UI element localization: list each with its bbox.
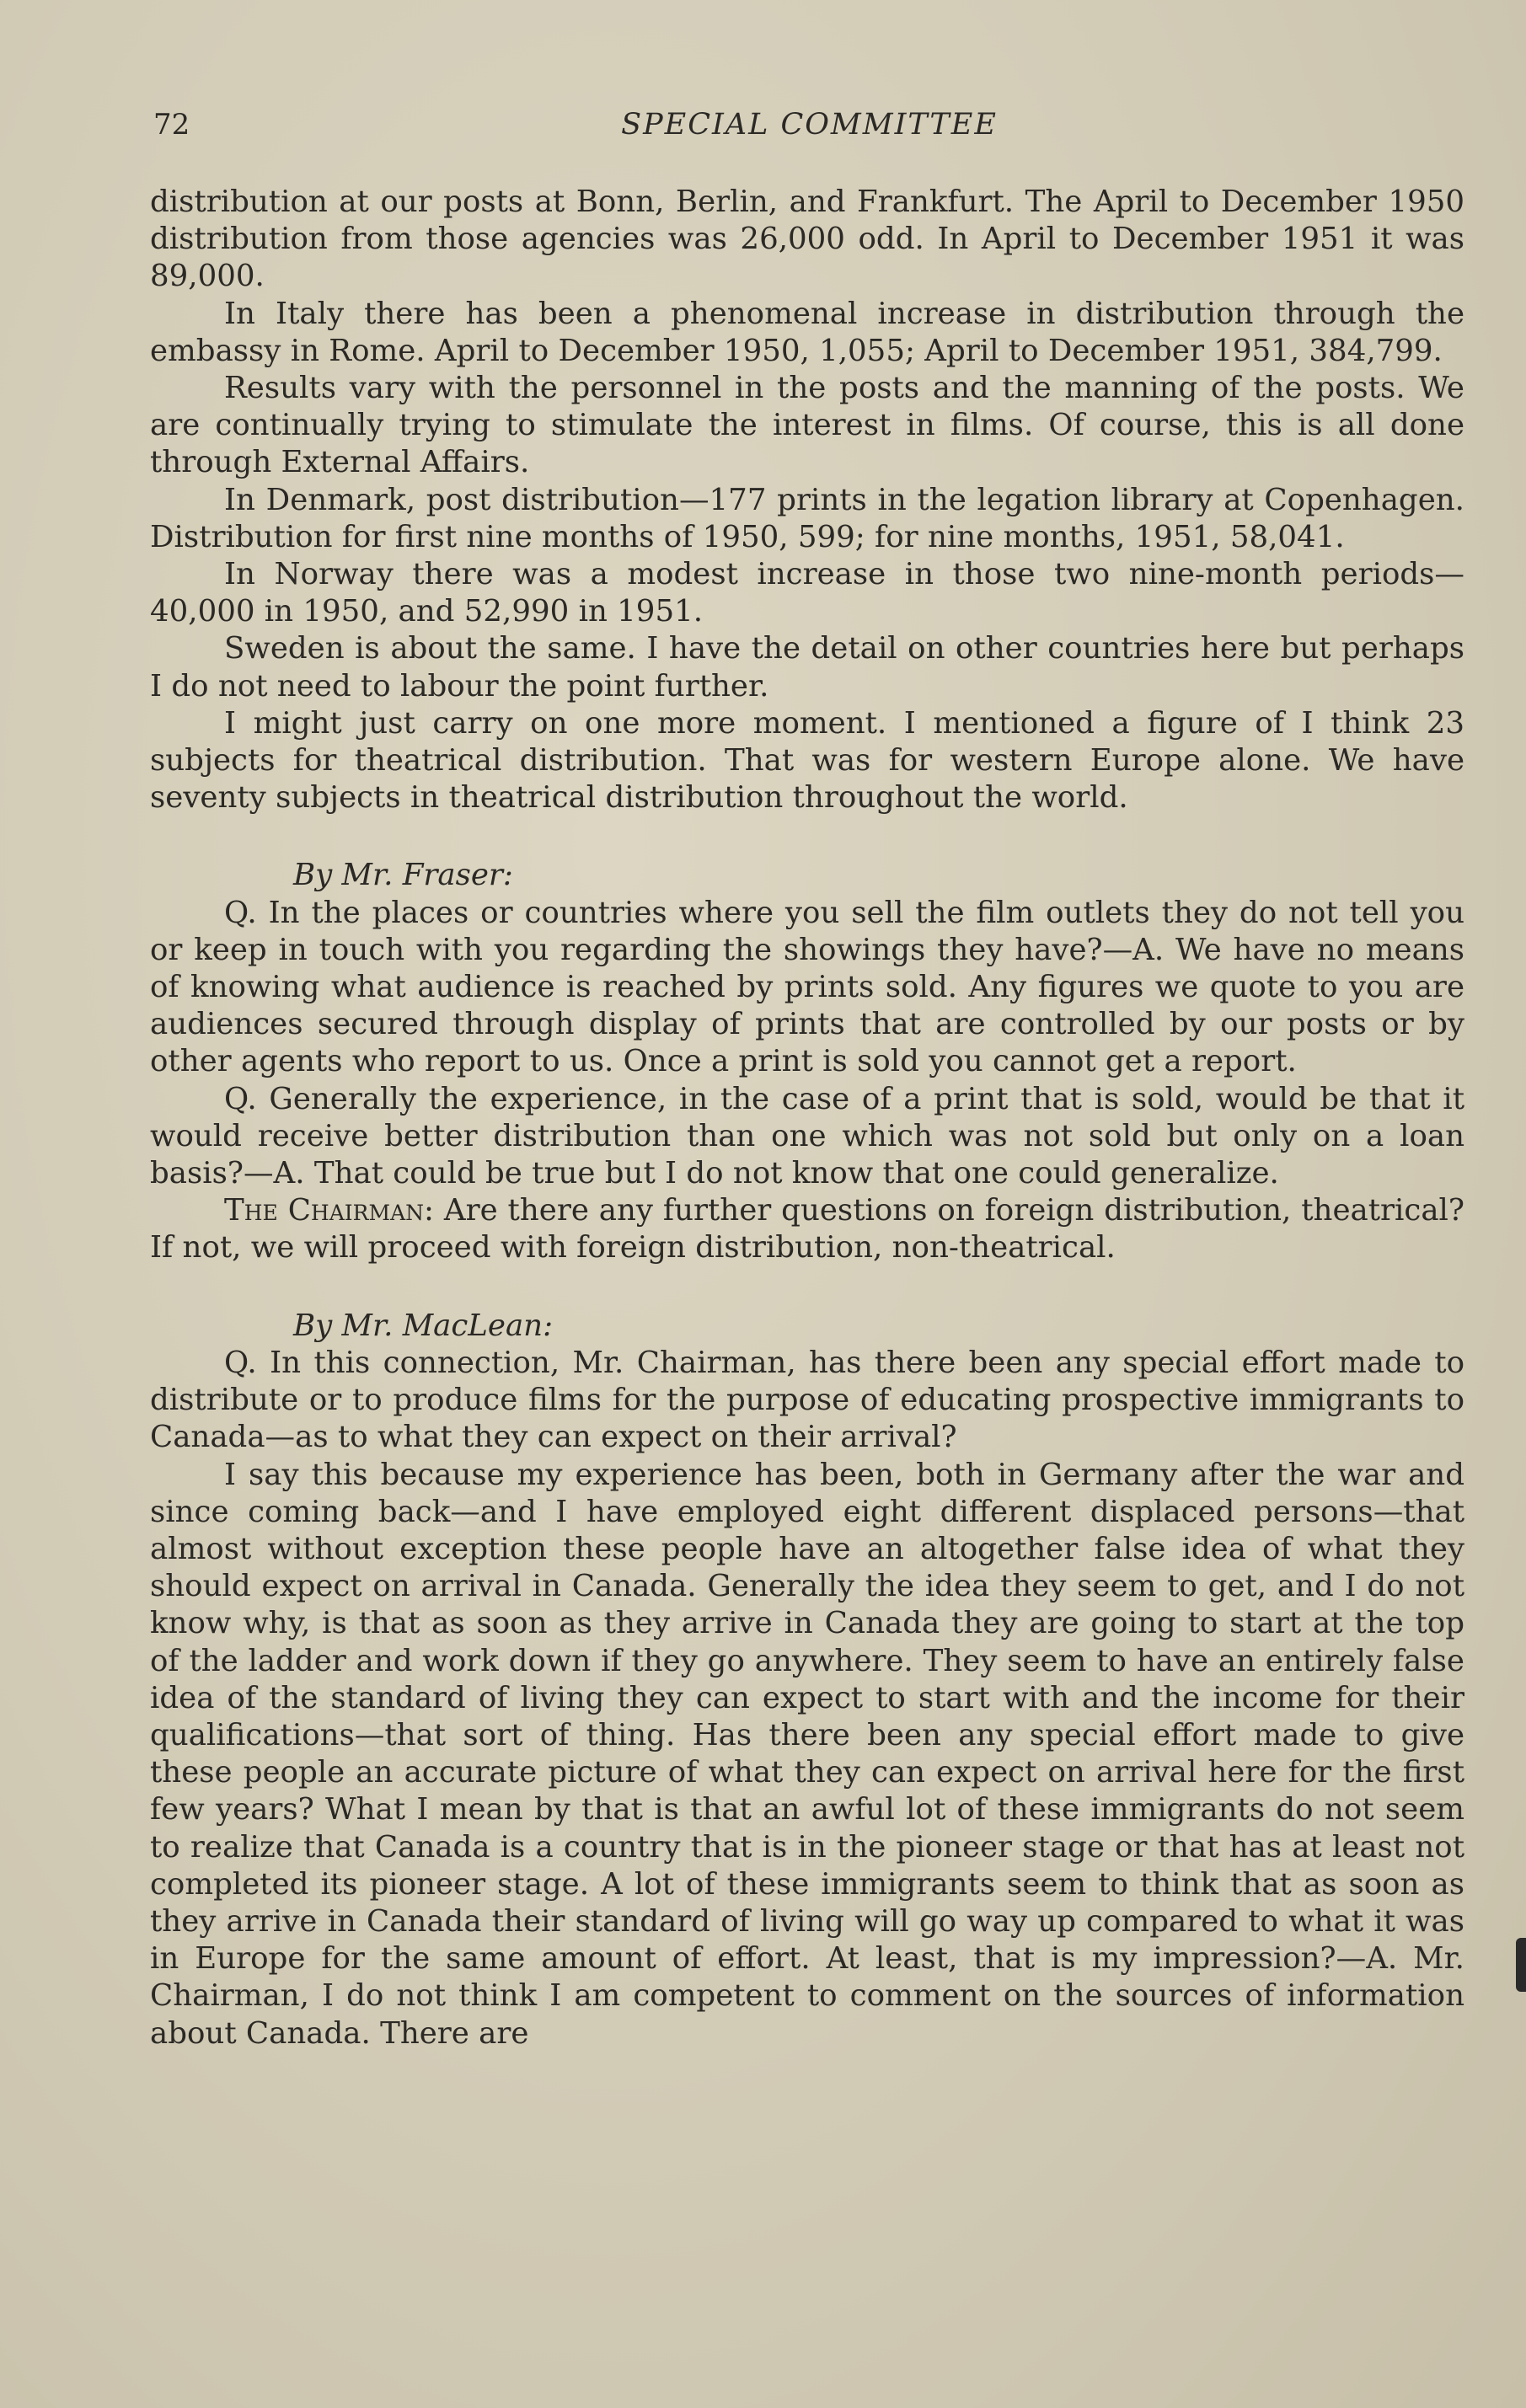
paragraph-chairman xyxy=(150,1192,1464,1266)
page-edge-mark xyxy=(1516,1938,1526,1992)
page-number: 72 xyxy=(153,108,190,142)
paragraph-results: Results vary with the personnel in the posts and the manning of the posts. We are continually trying to stimulate the interest in films. Of course, this is all done through External Affairs. xyxy=(150,371,1464,480)
paragraph-continued: distribution at our posts at Bonn, Berlin, and Frankfurt. The April to December 1950 distribution from those agencies was 26,000 odd. In April to December 1951 it was 89,000. xyxy=(150,185,1464,294)
page-header xyxy=(153,108,1465,158)
running-title: SPECIAL COMMITTEE xyxy=(621,108,998,142)
speaker-heading-fraser: By Mr. Fraser: xyxy=(293,858,513,893)
chairman-label: The Chairman: xyxy=(224,1193,434,1228)
paragraph-theatrical: I might just carry on one more moment. I mentioned a figure of I think 23 subjects for theatrical distribution. That was for western Europe alone. We have seventy subjects in theatrical distribution throughout the world. xyxy=(150,705,1464,816)
paragraph-question-immigrants: Q. In this connection, Mr. Chairman, has there been any special effort made to distribute or to produce films for the purpose of educating prospective immigrants to Canada—as to what they can expect on their arrival? xyxy=(150,1345,1464,1455)
paragraph-denmark: In Denmark, post distribution—177 prints in the legation library at Copenhagen. Distribution for first nine months of 1950, 599; for nine months, 1951, 58,041. xyxy=(150,482,1464,554)
paragraph-norway: In Norway there was a modest increase in those two nine-month periods—40,000 in 1950, and 52,990 in 1951. xyxy=(150,557,1464,629)
chairman-text: Are there any further questions on foreign distribution, theatrical? If not, we will proceed with foreign distribution, non-theatrical. xyxy=(150,1193,1464,1266)
paragraph-question-experience: Q. Generally the experience, in the case of a print that is sold, would be that it would receive better distribution than one which was not sold but only on a loan basis?—A. That could be true but I do not know that one could generalize. xyxy=(150,1081,1464,1191)
paragraph-sweden: Sweden is about the same. I have the detail on other countries here but perhaps I do not need to labour the point further. xyxy=(150,631,1464,704)
body-text xyxy=(150,184,1464,2052)
speaker-heading-maclean: By Mr. MacLean: xyxy=(293,1308,554,1343)
paragraph-experience: I say this because my experience has been, both in Germany after the war and since coming back—and I have employed eight different displaced persons—that almost without exception these people have an altogether false idea of what they should expect on arrival in Canada. Generally the idea they seem to get, and I do not know why, is that as soon as they arrive in Canada they are going to start at the top of the ladder and work down if they go anywhere. They seem to have an entirely false idea of the standard of living they can expect to start with and the income for their qualifications—that sort of thing. Has there been any special effort made to give these people an accurate picture of what they can expect on arrival here for the first few years? What I mean by that is that an awful lot of these immigrants do not seem to realize that Canada is a country that is in the pioneer stage or that has at least not completed its pioneer stage. A lot of these immigrants seem to think that as soon as they arrive in Canada their standard of living will go way up compared to what it was in Europe for the same amount of effort. At least, that is my impression?—A. Mr. Chairman, I do not think I am competent to comment on the sources of information about Canada. There are xyxy=(150,1457,1464,2051)
paragraph-italy: In Italy there has been a phenomenal increase in distribution through the embassy in Rome. April to December 1950, 1,055; April to December 1951, 384,799. xyxy=(150,296,1464,368)
paragraph-question-outlets: Q. In the places or countries where you sell the film outlets they do not tell you or keep in touch with you regarding the showings they have?—A. We have no means of knowing what audience is reached by prints sold. Any figures we quote to you are audiences secured through display of prints that are controlled by our posts or by other agents who report to us. Once a print is sold you cannot get a report. xyxy=(150,895,1464,1079)
